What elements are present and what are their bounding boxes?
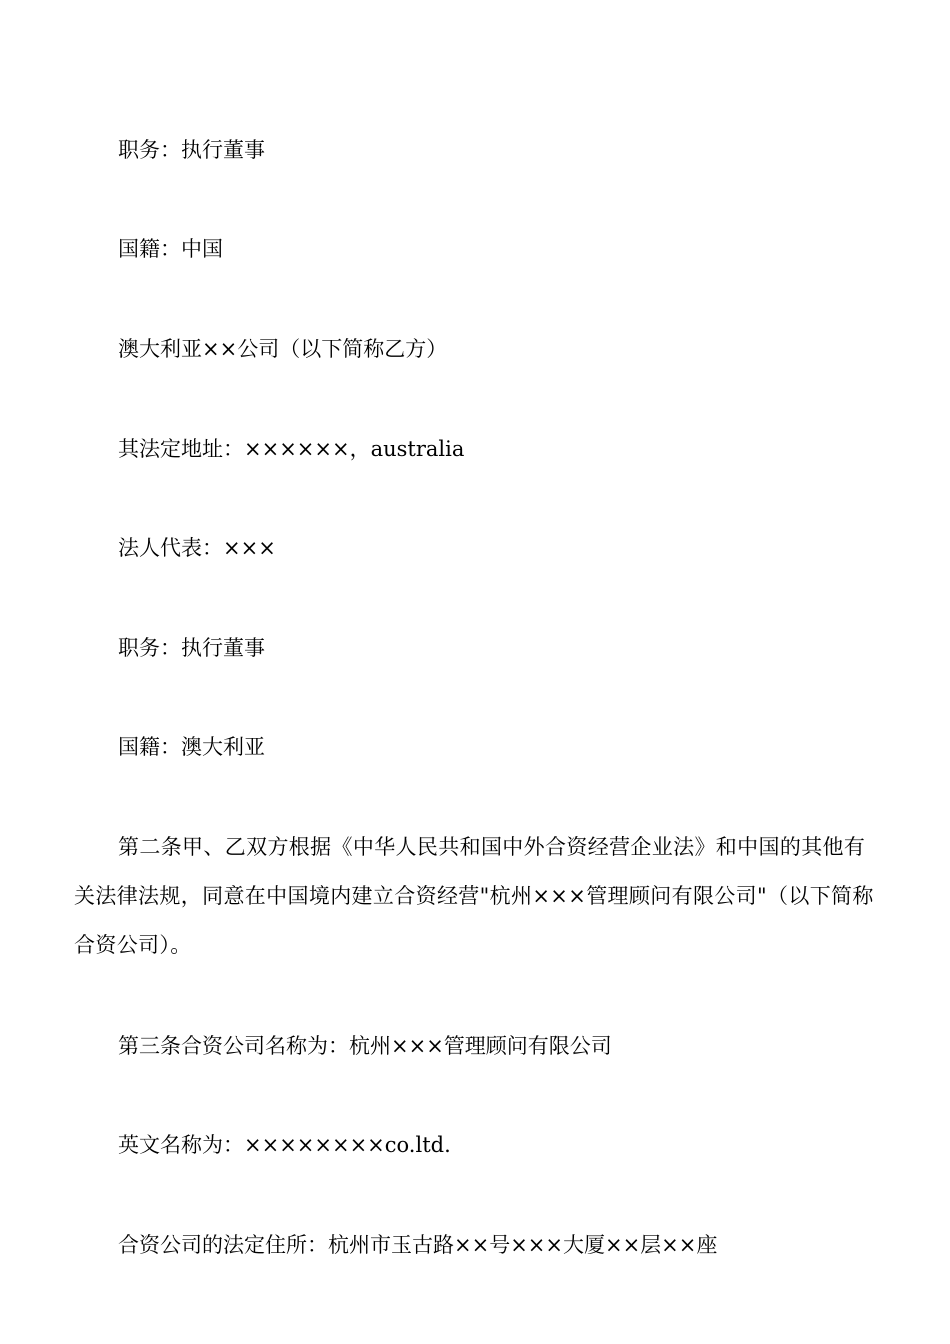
party-a-position: 职务：执行董事 bbox=[118, 138, 265, 162]
article-three-name: 第三条合资公司名称为：杭州×××管理顾问有限公司 bbox=[118, 1034, 612, 1058]
article-two: 第二条甲、乙双方根据《中华人民共和国中外合资经营企业法》和中国的其他有关法律法规，同意在中国境内建立合资经营"杭州×××管理顾问有限公司"（以下简称合资公司）。 bbox=[74, 835, 874, 957]
party-b-legal-rep: 法人代表：××× bbox=[118, 536, 276, 560]
party-b-name: 澳大利亚××公司（以下简称乙方） bbox=[118, 337, 448, 361]
party-b-position: 职务：执行董事 bbox=[118, 636, 265, 660]
party-b-nationality: 国籍：澳大利亚 bbox=[118, 735, 265, 759]
party-a-nationality: 国籍：中国 bbox=[118, 237, 223, 261]
party-b-legal-address: 其法定地址：××××××，australia bbox=[118, 437, 465, 461]
legal-domicile: 合资公司的法定住所：杭州市玉古路××号×××大厦××层××座 bbox=[118, 1233, 718, 1257]
english-name: 英文名称为：××××××××co.ltd. bbox=[118, 1133, 451, 1157]
